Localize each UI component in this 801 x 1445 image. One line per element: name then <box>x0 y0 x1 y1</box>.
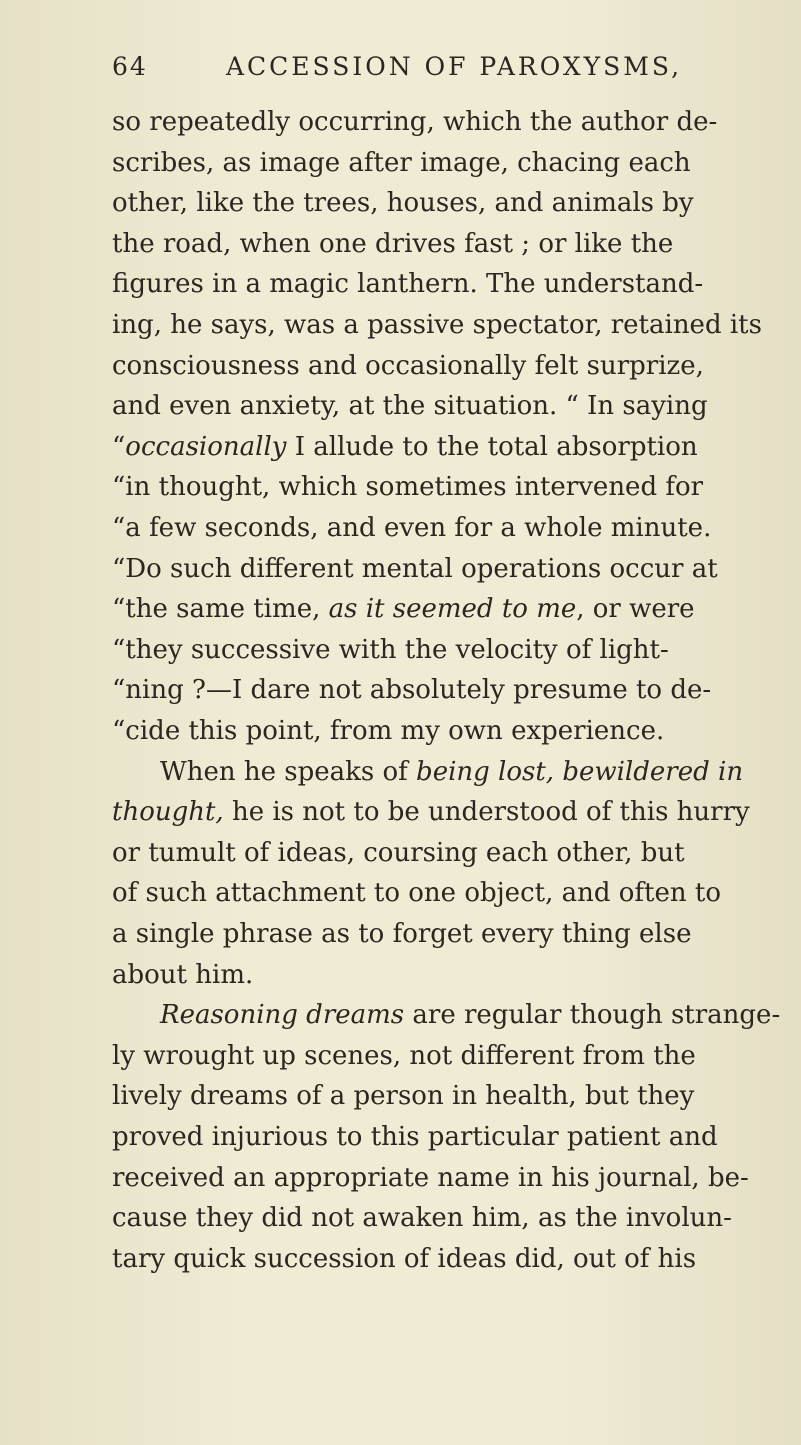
text-span: so repeatedly occurring, which the author de- <box>112 107 718 137</box>
text-span: ing, he says, was a passive spectator, retained its <box>112 310 762 340</box>
text-line <box>112 467 703 507</box>
text-line <box>112 955 253 995</box>
text-line <box>112 346 704 386</box>
text-span: are regular though strange- <box>404 1000 781 1031</box>
text-span: about him. <box>112 959 254 990</box>
italic-span: thought, <box>112 797 224 828</box>
text-span: consciousness and occasionally felt surprize, <box>112 350 704 381</box>
text-span: tary quick succession of ideas did, out of his <box>112 1243 697 1274</box>
text-span: the road, when one drives fast ; or like the <box>112 228 674 259</box>
text-span: I allude to the total absorption <box>286 431 698 462</box>
italic-span: being lost, bewildered in <box>416 756 744 787</box>
running-title: ACCESSION OF PAROXYSMS, <box>226 52 683 81</box>
text-line <box>160 995 780 1035</box>
text-span: ning ?—I dare not absolutely presume to de- <box>125 675 712 706</box>
text-span: lively dreams of a person in health, but they <box>112 1081 695 1112</box>
quote-mark: “ <box>112 594 126 625</box>
text-line <box>112 589 695 629</box>
italic-span: Reasoning dreams <box>160 1000 405 1031</box>
text-line <box>112 508 711 548</box>
quote-mark: “ <box>112 716 126 746</box>
text-span: other, like the trees, houses, and animals by <box>112 188 694 219</box>
text-span: , or were <box>576 594 695 625</box>
text-line <box>112 914 691 954</box>
text-line <box>112 264 703 304</box>
text-line <box>112 792 750 832</box>
text-span: of such attachment to one object, and often to <box>112 878 721 909</box>
text-line <box>112 711 664 751</box>
text-line <box>112 1076 694 1116</box>
text-line <box>160 752 743 792</box>
italic-span: occasionally <box>125 431 287 462</box>
text-line <box>112 386 708 426</box>
text-line <box>112 1198 732 1238</box>
text-line <box>112 1158 749 1198</box>
text-span: proved injurious to this particular patient and <box>112 1122 718 1152</box>
text-span: and even anxiety, at the situation. “ In saying <box>112 391 708 422</box>
text-line <box>112 305 762 345</box>
text-span: the same time, <box>125 594 329 625</box>
text-span: cide this point, from my own experience. <box>125 716 665 746</box>
text-span: figures in a magic lanthern. The understand- <box>112 269 704 300</box>
text-span: scribes, as image after image, chacing each <box>112 147 691 178</box>
text-line <box>112 102 717 142</box>
text-span: When he speaks of <box>160 756 417 787</box>
text-span: cause they did not awaken him, as the involun- <box>112 1203 732 1234</box>
text-span: in thought, which sometimes intervened for <box>125 472 704 503</box>
text-line <box>112 1036 696 1076</box>
quote-mark: “ <box>112 513 126 543</box>
text-span: a few seconds, and even for a whole minute. <box>125 513 712 543</box>
page-header <box>112 52 692 96</box>
text-span: Do such different mental operations occur at <box>125 553 718 584</box>
text-span: received an appropriate name in his journal, be- <box>112 1162 749 1193</box>
text-line <box>112 1117 718 1157</box>
text-span: a single phrase as to forget every thing else <box>112 919 692 949</box>
text-line <box>112 224 673 264</box>
quote-mark: “ <box>112 472 126 503</box>
text-span: ly wrought up scenes, not different from the <box>112 1040 696 1071</box>
text-line <box>112 670 711 710</box>
text-span: they successive with the velocity of light- <box>125 634 669 665</box>
text-line <box>112 873 721 913</box>
text-line <box>112 630 669 670</box>
text-span: he is not to be understood of this hurry <box>223 797 750 828</box>
italic-span: as it seemed to me <box>328 594 577 625</box>
page-number: 64 <box>112 52 148 81</box>
text-line <box>112 549 718 589</box>
quote-mark: “ <box>112 431 126 462</box>
quote-mark: “ <box>112 553 126 584</box>
text-line <box>112 427 698 467</box>
quote-mark: “ <box>112 634 126 665</box>
text-line <box>112 833 685 873</box>
text-line <box>112 1239 696 1279</box>
text-line <box>112 183 694 223</box>
text-span: or tumult of ideas, coursing each other, but <box>112 837 685 868</box>
quote-mark: “ <box>112 675 126 706</box>
text-line <box>112 143 691 183</box>
